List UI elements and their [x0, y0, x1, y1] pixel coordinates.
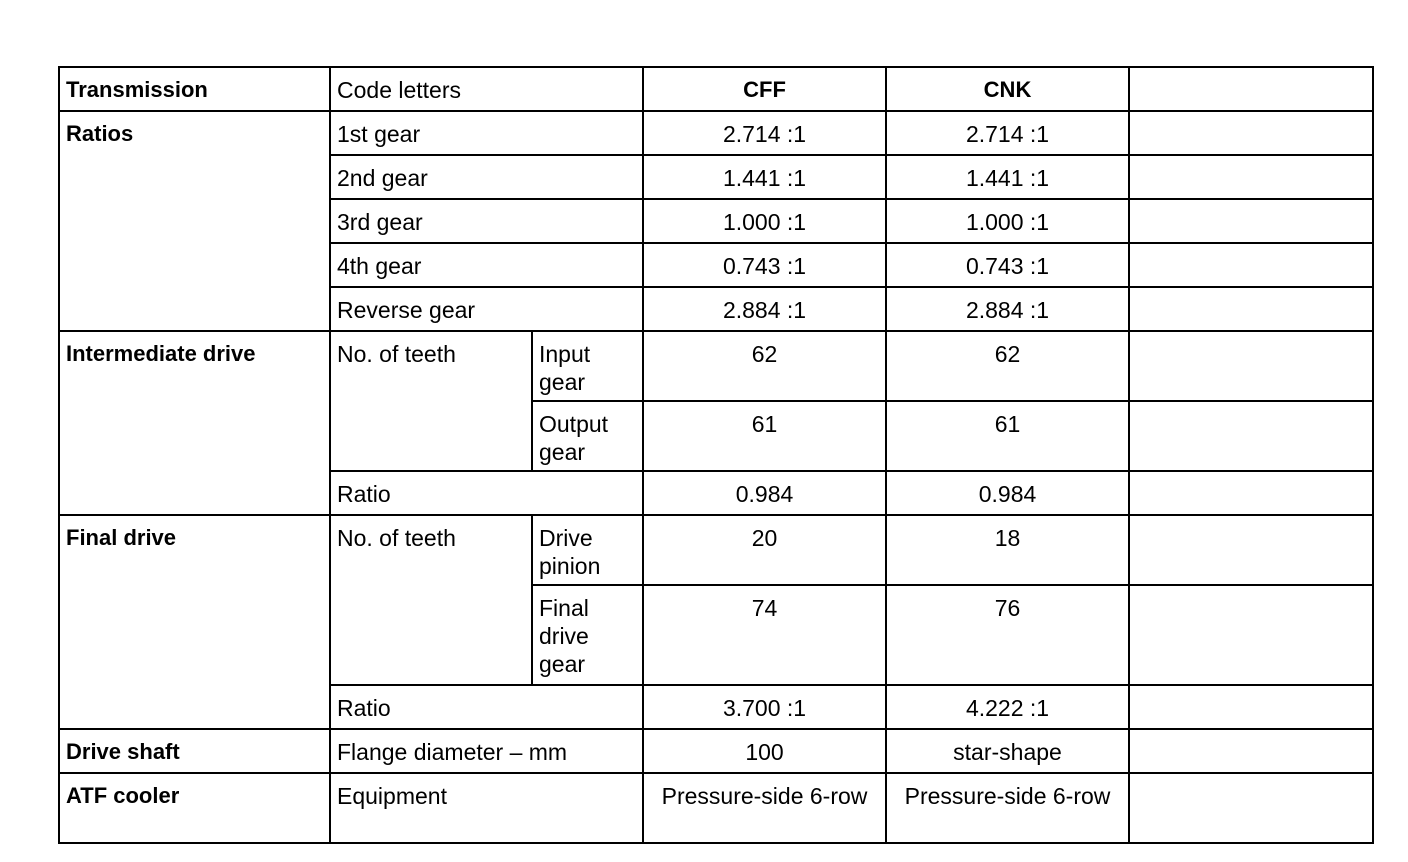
empty-cell — [1129, 111, 1373, 155]
output-gear-label: Output gear — [532, 401, 643, 471]
empty-cell — [1129, 155, 1373, 199]
empty-cell — [1129, 729, 1373, 773]
ratio-cnk: 1.441 :1 — [886, 155, 1129, 199]
ratio-cnk: 2.714 :1 — [886, 111, 1129, 155]
empty-cell — [1129, 243, 1373, 287]
ratios-label: Ratios — [59, 111, 330, 331]
ratio-cff: 1.000 :1 — [643, 199, 886, 243]
final-teeth-label: No. of teeth — [330, 515, 532, 685]
intermediate-drive-label: Intermediate drive — [59, 331, 330, 515]
drive-shaft-label: Drive shaft — [59, 729, 330, 773]
table-row — [59, 515, 1373, 585]
flange-diameter-label: Flange diameter – mm — [330, 729, 643, 773]
ratio-cnk: 0.743 :1 — [886, 243, 1129, 287]
table-row — [59, 773, 1373, 843]
intermediate-ratio-cnk: 0.984 — [886, 471, 1129, 515]
flange-diameter-cff: 100 — [643, 729, 886, 773]
final-ratio-cnk: 4.222 :1 — [886, 685, 1129, 729]
empty-cell — [1129, 585, 1373, 685]
empty-cell — [1129, 401, 1373, 471]
ratio-name: 3rd gear — [330, 199, 643, 243]
empty-cell — [1129, 773, 1373, 843]
output-gear-cnk: 61 — [886, 401, 1129, 471]
header-extra-cell — [1129, 67, 1373, 111]
final-drive-label: Final drive — [59, 515, 330, 729]
empty-cell — [1129, 287, 1373, 331]
ratio-name: 1st gear — [330, 111, 643, 155]
ratio-cff: 2.884 :1 — [643, 287, 886, 331]
final-drive-gear-cff: 74 — [643, 585, 886, 685]
equipment-cff: Pressure-side 6-row — [643, 773, 886, 843]
ratio-cnk: 2.884 :1 — [886, 287, 1129, 331]
table-row — [59, 729, 1373, 773]
equipment-label: Equipment — [330, 773, 643, 843]
input-gear-label: Input gear — [532, 331, 643, 401]
empty-cell — [1129, 471, 1373, 515]
header-code-letters: Code letters — [330, 67, 643, 111]
atf-cooler-label: ATF cooler — [59, 773, 330, 843]
ratio-cnk: 1.000 :1 — [886, 199, 1129, 243]
transmission-spec-table — [58, 66, 1374, 844]
flange-diameter-cnk: star-shape — [886, 729, 1129, 773]
empty-cell — [1129, 685, 1373, 729]
drive-pinion-label: Drive pinion — [532, 515, 643, 585]
ratio-name: Reverse gear — [330, 287, 643, 331]
ratio-name: 2nd gear — [330, 155, 643, 199]
input-gear-cnk: 62 — [886, 331, 1129, 401]
drive-pinion-cnk: 18 — [886, 515, 1129, 585]
empty-cell — [1129, 515, 1373, 585]
final-drive-gear-label: Final drive gear — [532, 585, 643, 685]
input-gear-cff: 62 — [643, 331, 886, 401]
table-row — [59, 331, 1373, 401]
header-transmission: Transmission — [59, 67, 330, 111]
final-drive-gear-cnk: 76 — [886, 585, 1129, 685]
final-ratio-cff: 3.700 :1 — [643, 685, 886, 729]
header-row — [59, 67, 1373, 111]
ratio-cff: 0.743 :1 — [643, 243, 886, 287]
intermediate-ratio-label: Ratio — [330, 471, 643, 515]
final-ratio-label: Ratio — [330, 685, 643, 729]
output-gear-cff: 61 — [643, 401, 886, 471]
intermediate-ratio-cff: 0.984 — [643, 471, 886, 515]
table-row — [59, 111, 1373, 155]
ratio-cff: 2.714 :1 — [643, 111, 886, 155]
header-code-cnk: CNK — [886, 67, 1129, 111]
drive-pinion-cff: 20 — [643, 515, 886, 585]
header-code-cff: CFF — [643, 67, 886, 111]
equipment-cnk: Pressure-side 6-row — [886, 773, 1129, 843]
ratio-name: 4th gear — [330, 243, 643, 287]
empty-cell — [1129, 331, 1373, 401]
empty-cell — [1129, 199, 1373, 243]
intermediate-teeth-label: No. of teeth — [330, 331, 532, 471]
ratio-cff: 1.441 :1 — [643, 155, 886, 199]
